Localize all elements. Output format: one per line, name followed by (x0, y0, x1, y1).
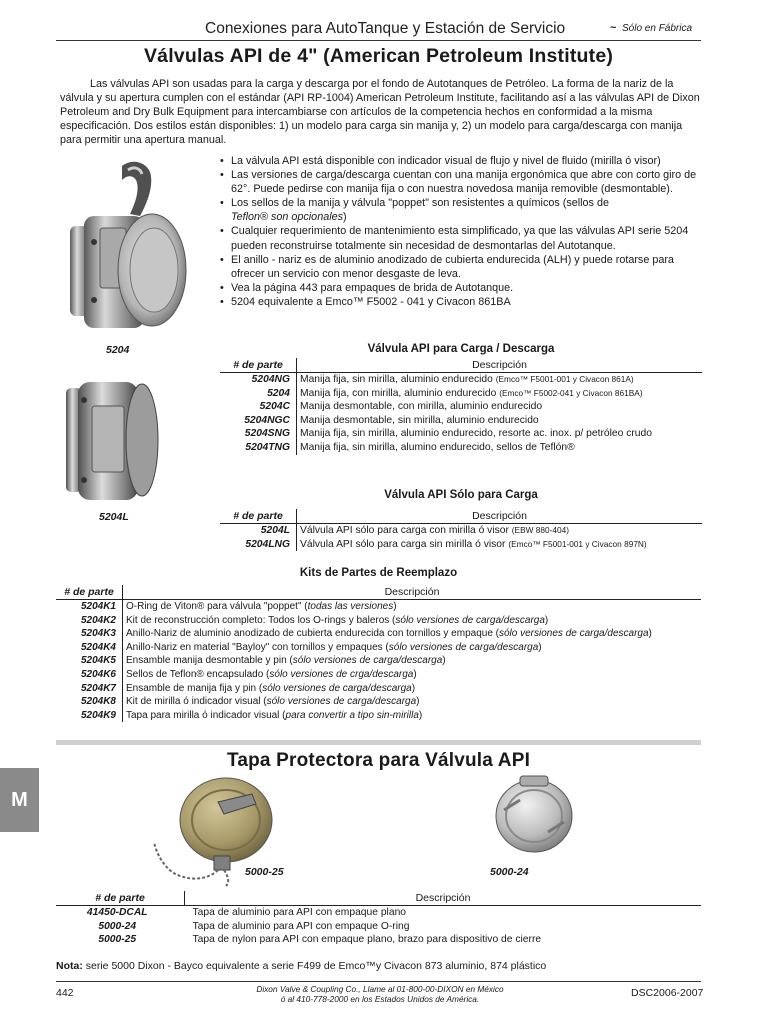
header-note-text: Sólo en Fábrica (622, 23, 693, 34)
equivalence-note: (Emco™ F5002-041 y Civacon 861BA) (499, 387, 643, 398)
description (297, 538, 703, 552)
version-note: sólo versiones de carga/descarga (266, 696, 417, 708)
table-row (56, 600, 701, 614)
table1-title: Válvula API para Carga / Descarga (367, 343, 555, 355)
equivalence-note: (Emco™ F5001-001 y Civacon 861A) (495, 374, 634, 384)
table-row (56, 641, 701, 655)
close-paren: ) (418, 709, 423, 721)
header-rule (56, 40, 701, 41)
close-paren: ) (648, 628, 652, 640)
description: Manija fija, sin mirilla, aluminio endurecido, resorte ac. inox. p/ petróleo crudo (300, 428, 652, 440)
version-note: sólo versiones de carga/descarga (388, 641, 539, 653)
close-paren: ) (411, 682, 416, 694)
caption-5204L: 5204L (99, 511, 129, 523)
bullet-italic-text: Teflon® son opcionales (231, 211, 344, 224)
description-text: Anillo-Nariz en material "Bayloy" con tornillos y empaques ( (126, 641, 389, 653)
table-row (56, 906, 701, 920)
tilde-symbol: ~ (610, 22, 617, 34)
part-number: 5204K1 (56, 600, 123, 614)
description (123, 695, 702, 709)
caption-5000-24: 5000-24 (490, 866, 529, 878)
caption-5000-25: 5000-25 (245, 866, 284, 878)
description-text: Manija fija, con mirilla, aluminio endurecido (300, 387, 497, 399)
section-divider (56, 740, 701, 745)
bullet-item: • Cualquier requerimiento de mantenimiento esta simplificado, ya que las válvulas API serie 5204 pueden reconstruirse totalmente sin necesidad de desmontarlas del Autotanque. (218, 224, 708, 252)
description: Tapa de nylon para API con empaque plano, brazo para dispositivo de cierre (192, 934, 542, 946)
cap-5000-24-image (490, 770, 580, 860)
footer-rule (56, 981, 701, 982)
table1-header-part: # de parte (220, 358, 297, 373)
part-number: 5204NGC (220, 414, 297, 428)
description-text: Anillo-Nariz de aluminio anodizado de cubierta endurecida con tornillos y empaque ( (126, 628, 499, 640)
table-row (220, 414, 702, 428)
part-number: 5204TNG (220, 441, 297, 455)
intro-paragraph (60, 77, 700, 147)
description (123, 682, 702, 696)
table3 (56, 585, 701, 722)
table3-header-part: # de parte (56, 585, 123, 600)
bullet-item (218, 196, 708, 224)
section2-title: Tapa Protectora para Válvula API (226, 750, 531, 771)
section-tab-m: M (0, 768, 39, 832)
close-paren: ) (416, 696, 420, 708)
table-row (220, 427, 702, 441)
part-number: 41450-DCAL (86, 907, 148, 918)
bullet-item: • Vea la página 443 para empaques de brida de Autotanque. (218, 281, 708, 295)
table1-header-desc: Descripción (297, 358, 703, 373)
table-row (56, 709, 701, 723)
version-note: sólo versiones de carga/descarga (262, 682, 412, 694)
version-note: para convertir a tipo sin-mirilla (285, 709, 419, 721)
description (297, 373, 703, 387)
note-line (56, 960, 546, 972)
table-row (220, 373, 702, 387)
part-number: 5204SNG (220, 427, 297, 441)
bullet-text: Los sellos de la manija y válvula "poppet" son resistentes a químicos (sellos de (231, 197, 609, 210)
part-number: 5000-25 (98, 934, 137, 946)
description (297, 524, 703, 538)
caption-5204: 5204 (106, 344, 130, 356)
version-note: sólo versiones de carga/descarga (292, 655, 443, 667)
close-paren: ) (393, 601, 397, 612)
table-row (56, 682, 701, 696)
description (123, 668, 702, 682)
part-number: 5000-24 (98, 920, 137, 932)
description (123, 641, 702, 655)
part-number: 5204K8 (56, 695, 123, 709)
table2-header-desc: Descripción (297, 509, 703, 524)
description-text: Válvula API sólo para carga con mirilla ó visor (300, 525, 509, 536)
table-row (220, 538, 702, 552)
description-text: Ensamble manija desmontable y pin ( (126, 655, 293, 667)
table-row (56, 668, 701, 682)
part-number: 5204K5 (56, 654, 123, 668)
part-number: 5204K3 (56, 627, 123, 641)
bullet-item: • Las versiones de carga/descarga cuentan con una manija ergonómica que abre con corto giro de 62°. Puede pedirse con manija fija o con nuestra novedosa manija removible (desmontable). (218, 168, 708, 196)
description-text: O-Ring de Viton® para válvula "poppet" ( (126, 601, 308, 612)
part-number: 5204K4 (56, 641, 123, 655)
part-number: 5204K6 (56, 668, 123, 682)
bullet-close-paren: ) (343, 211, 347, 224)
bullet-item: • 5204 equivalente a Emco™ F5002 - 041 y Civacon 861BA (218, 295, 708, 309)
part-number: 5204C (220, 400, 297, 414)
table-row (220, 441, 702, 455)
part-number: 5204 (220, 387, 297, 401)
table2-header-part: # de parte (220, 509, 297, 524)
version-note: todas las versiones (307, 601, 394, 612)
description-text: Válvula API sólo para carga sin mirilla ó visor (300, 538, 506, 550)
equivalence-note: (EBW 880-404) (511, 525, 569, 535)
valve-5204-image (60, 158, 190, 338)
table1 (220, 358, 702, 455)
table2-title: Válvula API Sólo para Carga (384, 489, 538, 501)
intro-text: Las válvulas API son usadas para la carga y descarga por el fondo de Autotanques de Petróleo. La forma de la nariz de la válvula y su apertura cumplen con el estándar (API RP-1004) American Petroleum Institute, facilitando así a las válvulas API de Dixon Petroleum and Dry Bulk Equipment para intercambiarse con artículos de la competencia hechos en conformidad a la misma especificación. Dos estilos están disponibles: 1) un modelo para carga sin manija y, 2) un modelo para carga/descarga con manija para permitir una apertura manual. (60, 78, 700, 147)
table-row (56, 933, 701, 947)
version-note: sólo versiones de crga/descarga (269, 668, 414, 680)
part-number: 5204K9 (56, 709, 123, 723)
feature-bullets (218, 154, 708, 309)
description-text: Sellos de Teflon® encapsulado ( (126, 668, 270, 680)
valve-5204L-image (62, 376, 162, 506)
table4-header-part: # de parte (56, 891, 185, 906)
header-title: Conexiones para AutoTanque y Estación de Servicio (205, 20, 566, 37)
page-number: 442 (56, 987, 74, 999)
description-text: Ensamble de manija fija y pin ( (126, 682, 263, 694)
description (123, 654, 702, 668)
description (123, 627, 702, 641)
description (123, 709, 702, 723)
table-row (56, 614, 701, 628)
table4-header-desc: Descripción (185, 891, 702, 906)
catalog-code: DSC2006-2007 (631, 987, 704, 999)
note-label: Nota: (56, 960, 83, 972)
footer-contact-line1: Dixon Valve & Coupling Co., Llame al 01-800-00-DIXON en México (256, 984, 504, 994)
description-text: Kit de mirilla ó indicador visual ( (126, 696, 267, 708)
description (297, 387, 703, 401)
footer-contact-line2: ó al 410-778-2000 en los Estados Unidos de América. (280, 994, 480, 1004)
table-row (220, 387, 702, 401)
description: Tapa de aluminio para API con empaque plano (192, 907, 407, 918)
page-title: Válvulas API de 4" (American Petroleum Institute) (143, 45, 614, 67)
table-row (56, 627, 701, 641)
table-row (220, 400, 702, 414)
footer-contact (200, 984, 560, 1004)
description-text: Manija fija, sin mirilla, aluminio endurecido (300, 374, 493, 385)
bullet-item: • El anillo - nariz es de aluminio anodizado de cubierta endurecida (ALH) y puede rotarse para ofrecer un servicio con menor desgaste de leva. (218, 253, 708, 281)
table2 (220, 509, 702, 551)
description (123, 600, 702, 614)
part-number: 5204LNG (220, 538, 297, 552)
close-paren: ) (538, 641, 542, 653)
close-paren: ) (544, 614, 549, 626)
table-row (56, 920, 701, 934)
part-number: 5204L (220, 524, 297, 538)
description: Manija desmontable, con mirilla, aluminio endurecido (300, 401, 543, 413)
close-paren: ) (442, 655, 446, 667)
table-row (56, 654, 701, 668)
table-row (56, 695, 701, 709)
bullet-item: • La válvula API está disponible con indicador visual de flujo y nivel de fluido (mirilla ó visor) (218, 154, 708, 168)
description (123, 614, 702, 628)
table3-header-desc: Descripción (123, 585, 702, 600)
description-text: Tapa para mirilla ó indicador visual ( (126, 709, 286, 721)
description: Manija desmontable, sin mirilla, aluminio endurecido (300, 414, 539, 426)
description-text: Kit de reconstrucción completo: Todos los O-rings y baleros ( (126, 614, 396, 626)
header-note (610, 22, 692, 34)
part-number: 5204NG (220, 373, 297, 387)
table-row (220, 524, 702, 538)
part-number: 5204K7 (56, 682, 123, 696)
table4 (56, 891, 701, 947)
equivalence-note: (Emco™ F5001-001 y Civacon 897N) (508, 538, 647, 549)
description: Tapa de aluminio para API con empaque O-ring (192, 920, 410, 932)
note-text: serie 5000 Dixon - Bayco equivalente a serie F499 de Emco™y Civacon 873 aluminio, 874 plástico (85, 960, 547, 972)
version-note: sólo versiones de carga/descarga (395, 614, 545, 626)
part-number: 5204K2 (56, 614, 123, 628)
version-note: sólo versiones de carga/descarga (499, 628, 649, 640)
table3-title: Kits de Partes de Reemplazo (299, 567, 458, 579)
description: Manija fija, sin mirilla, alumino endurecido, sellos de Teflón® (300, 441, 575, 453)
close-paren: ) (413, 668, 417, 680)
